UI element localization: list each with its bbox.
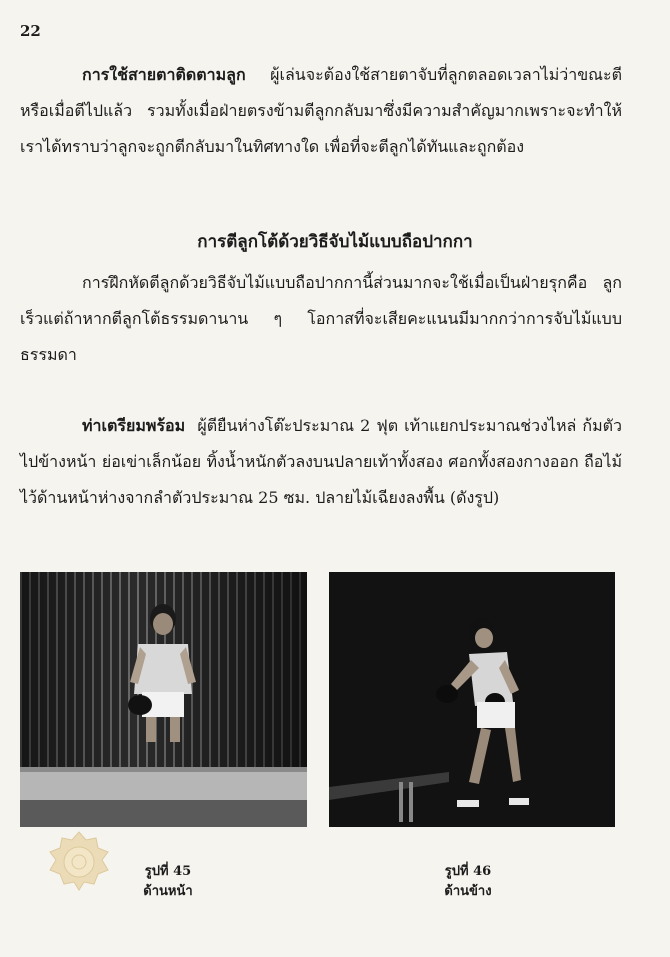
figure-caption-45 [118, 862, 218, 902]
paragraph-body: ผู้เล่นจะต้องใช้สายตาจับที่ลูกตลอดเวลาไม่ว่าขณะตีหรือเมื่อตีไปแล้ว รวมทั้งเมื่อฝ่ายตรงข้ามตีลูกกลับมาซึ่งมีความสำคัญมากเพราะจะทำให้เราได้ทราบว่าลูกจะถูกตีกลับมาในทิศทางใด เพื่อที่จะตีลูกได้ทันและถูกต้อง [20, 65, 622, 156]
figure-label: ด้านข้าง [444, 884, 492, 899]
photo-front-view [20, 572, 307, 827]
figure-number: รูปที่ 45 [144, 864, 192, 879]
side-view-illustration [329, 572, 615, 827]
paragraph-ready-stance [20, 408, 622, 516]
section-heading: การตีลูกโต้ด้วยวิธีจับไม้แบบถือปากกา [197, 232, 473, 252]
photo-side-view [329, 572, 615, 827]
figure-number: รูปที่ 46 [444, 864, 492, 879]
paragraph-lead: ท่าเตรียมพร้อม [82, 416, 186, 435]
paragraph-pen-hold [20, 265, 622, 373]
front-view-illustration [20, 572, 307, 827]
seal-watermark-icon [42, 828, 116, 892]
paragraph-body: การฝึกหัดตีลูกด้วยวิธีจับไม้แบบถือปากกานี้ส่วนมากจะใช้เมื่อเป็นฝ่ายรุกคือ ลูกเร็วแต่ถ้าหากตีลูกโต้ธรรมดานาน ๆ โอกาสที่จะเสียคะแนนมีมากกว่าการจับไม้แบบธรรมดา [20, 273, 622, 364]
figure-caption-46 [418, 862, 518, 902]
paragraph-body: ผู้ตียืนห่างโต๊ะประมาณ 2 ฟุต เท้าแยกประมาณช่วงไหล่ ก้มตัวไปข้างหน้า ย่อเข่าเล็กน้อย ทิ้งน้ำหนักตัวลงบนปลายเท้าทั้งสอง ศอกทั้งสองกางออก ถือไม้ไว้ด้านหน้าห่างจากลำตัวประมาณ 25 ซม. ปลายไม้เฉียงลงพื้น (ดังรูป) [20, 416, 622, 507]
page-number: 22 [20, 22, 41, 40]
figure-label: ด้านหน้า [143, 884, 193, 899]
paragraph-lead: การใช้สายตาติดตามลูก [82, 65, 246, 84]
paragraph-eye-tracking [20, 57, 622, 165]
